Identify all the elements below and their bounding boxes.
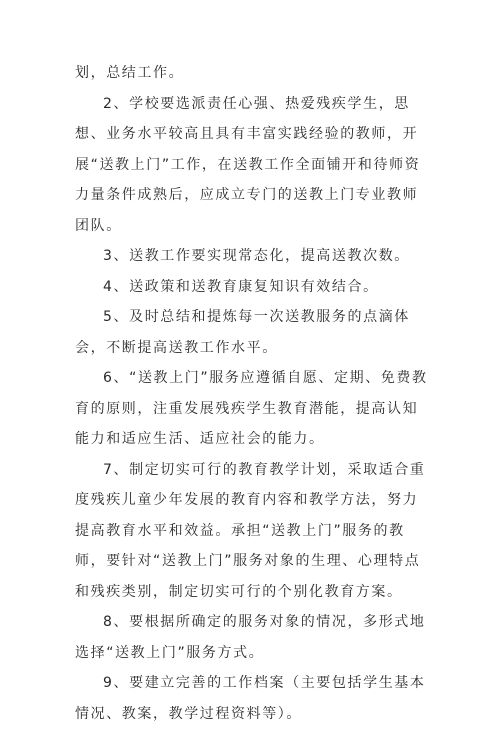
paragraph-continuation: 划，总结工作。 <box>75 65 185 81</box>
paragraph-item-4: 4、送政策和送教育康复知识有效结合。 <box>103 278 379 295</box>
document-body <box>75 58 430 729</box>
paragraph-item-6: 6、“送教上门”服务应遵循自愿、定期、免费教育的原则，注重发展残疾学生教育潜能，提高认知能力和适应生活、适应社会的能力。 <box>75 370 428 447</box>
paragraph-item-9: 9、要建立完善的工作档案（主要包括学生基本情况、教案，教学过程资料等）。 <box>75 675 426 722</box>
paragraph-item-5: 5、及时总结和提炼每一次送教服务的点滴体会，不断提高送教工作水平。 <box>75 309 410 356</box>
paragraph-item-2: 2、学校要选派责任心强、热爱残疾学生，思想、业务水平较高且具有丰富实践经验的教师，开展“送教上门”工作，在送教工作全面铺开和待师资力量条件成熟后，应成立专门的送教上门专业教师团队。 <box>75 95 421 234</box>
paragraph-item-8: 8、要根据所确定的服务对象的情况，多形式地选择“送教上门”服务方式。 <box>75 614 426 661</box>
paragraph-item-7: 7、制定切实可行的教育教学计划，采取适合重度残疾儿童少年发展的教育内容和教学方法，努力提高教育水平和效益。承担“送教上门”服务的教师，要针对“送教上门”服务对象的生理、心理特点和残疾类别，制定切实可行的个别化教育方案。 <box>75 461 426 600</box>
paragraph-item-3: 3、送教工作要实现常态化，提高送教次数。 <box>103 248 410 264</box>
